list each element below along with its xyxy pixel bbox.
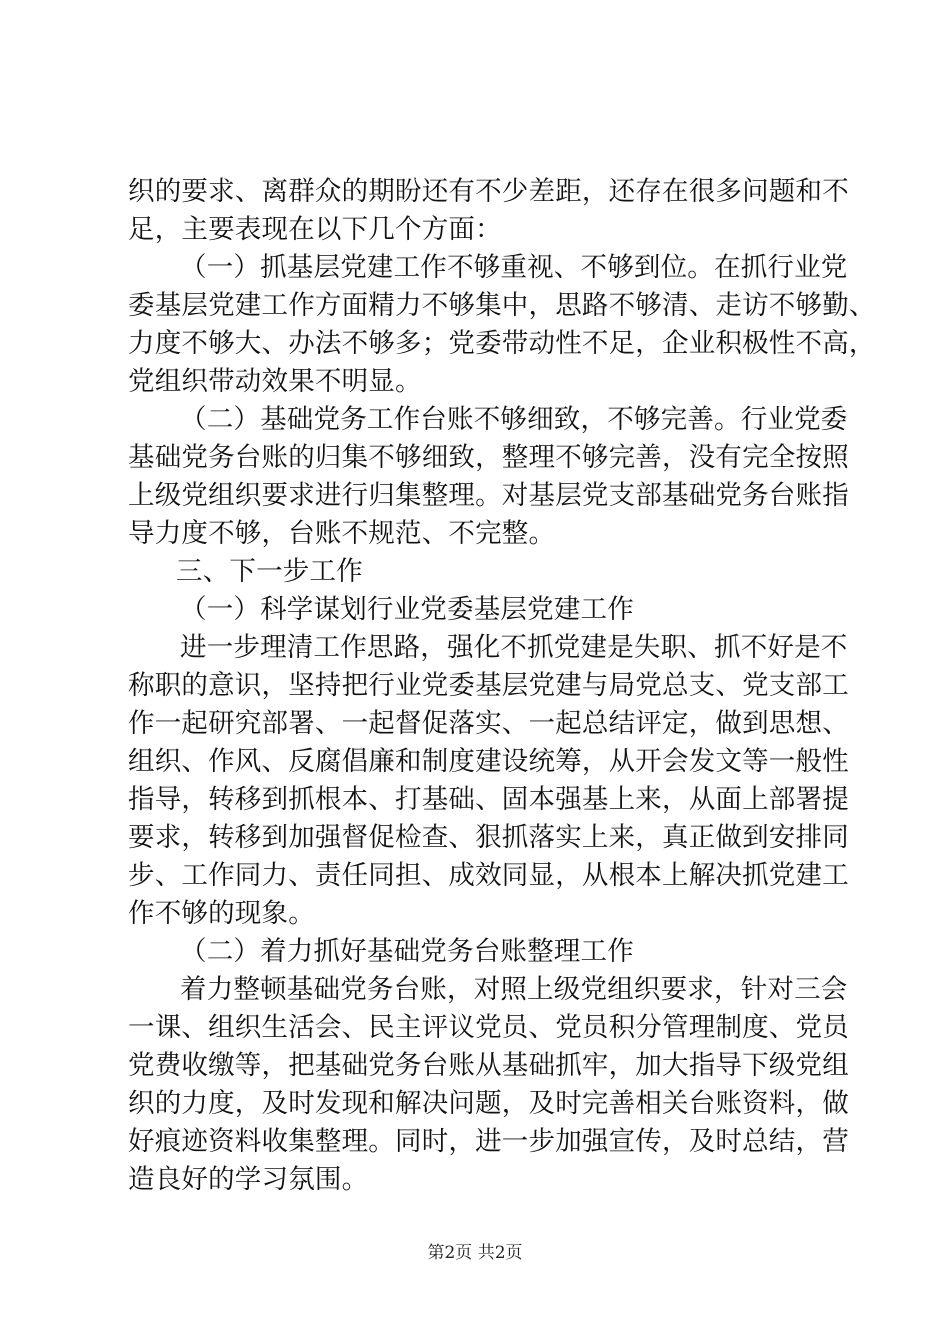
paragraph-line: 基础党务台账的归集不够细致，整理不够完善，没有完全按照 [128, 442, 849, 473]
paragraph-line: 力度不够大、办法不够多；党委带动性不足，企业积极性不高， [128, 328, 876, 359]
paragraph-line: 织的要求、离群众的期盼还有不少差距，还存在很多问题和不 [128, 176, 849, 207]
paragraph-line: 步、工作同力、责任同担、成效同显，从根本上解决抓党建工 [128, 860, 849, 891]
paragraph-line: 导力度不够，台账不规范、不完整。 [128, 518, 556, 549]
paragraph-line: 党费收缴等，把基础党务台账从基础抓牢，加大指导下级党组 [128, 1050, 849, 1081]
paragraph-line: （二）基础党务工作台账不够细致，不够完善。行业党委 [180, 404, 848, 435]
paragraph-line: 要求，转移到加强督促检查、狠抓落实上来，真正做到安排同 [128, 822, 849, 853]
subsection-heading: （二）着力抓好基础党务台账整理工作 [180, 936, 634, 967]
paragraph-line: 造良好的学习氛围。 [128, 1164, 369, 1195]
paragraph-line: 作不够的现象。 [128, 898, 315, 929]
paragraph-line: 着力整顿基础党务台账，对照上级党组织要求，针对三会 [180, 974, 848, 1005]
paragraph-line: 一课、组织生活会、民主评议党员、党员积分管理制度、党员 [128, 1012, 849, 1043]
paragraph-line: 党组织带动效果不明显。 [128, 366, 422, 397]
paragraph-line: 织的力度，及时发现和解决问题，及时完善相关台账资料，做 [128, 1088, 849, 1119]
paragraph-line: 上级党组织要求进行归集整理。对基层党支部基础党务台账指 [128, 480, 849, 511]
paragraph-line: 委基层党建工作方面精力不够集中，思路不够清、走访不够勤、 [128, 290, 876, 321]
paragraph-line: 称职的意识，坚持把行业党委基层党建与局党总支、党支部工 [128, 670, 849, 701]
subsection-heading: （一）科学谋划行业党委基层党建工作 [180, 594, 634, 625]
paragraph-line: 进一步理清工作思路，强化不抓党建是失职、抓不好是不 [180, 632, 848, 663]
section-heading: 三、下一步工作 [176, 556, 363, 587]
paragraph-line: 足，主要表现在以下几个方面： [128, 214, 502, 245]
paragraph-line: 组织、作风、反腐倡廉和制度建设统筹，从开会发文等一般性 [128, 746, 849, 777]
paragraph-line: （一）抓基层党建工作不够重视、不够到位。在抓行业党 [180, 252, 848, 283]
paragraph-line: 指导，转移到抓根本、打基础、固本强基上来，从面上部署提 [128, 784, 849, 815]
paragraph-line: 好痕迹资料收集整理。同时，进一步加强宣传，及时总结，营 [128, 1126, 849, 1157]
paragraph-line: 作一起研究部署、一起督促落实、一起总结评定，做到思想、 [128, 708, 849, 739]
page-number-footer: 第2页 共2页 [427, 1243, 523, 1263]
